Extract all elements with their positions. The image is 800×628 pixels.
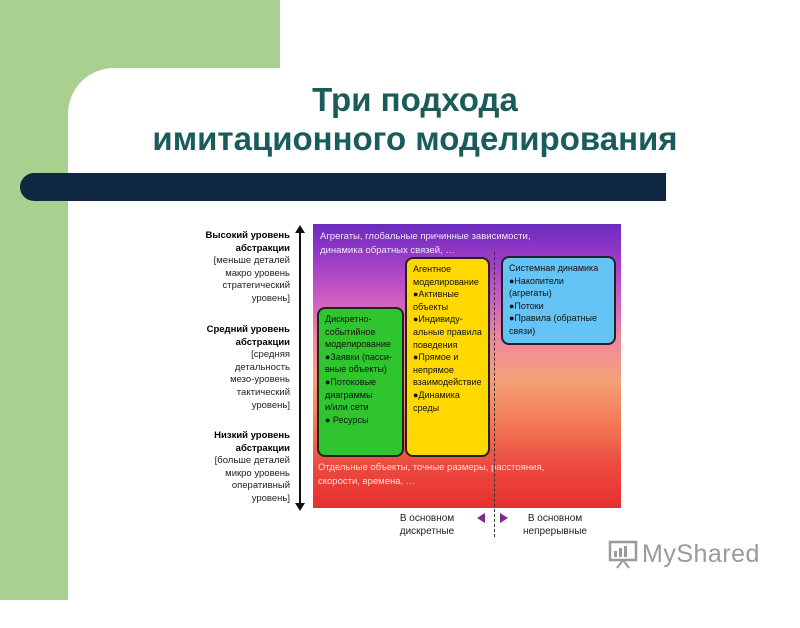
title-divider-bar (20, 173, 666, 201)
logo-text: MyShared (642, 539, 760, 568)
level-low-label: Низкий уровень абстракции [больше деталей микро уровень оперативный уровень] (214, 430, 290, 504)
discrete-continuous-divider (494, 252, 495, 537)
high-abstraction-description: Агрегаты, глобальные причинные зависимости, динамика обратных связей, … (320, 231, 531, 256)
title-line-2: имитационного моделирования (152, 120, 678, 157)
system-dynamics-box: Системная динамика ●Накопители (агрегаты) ●Потоки ●Правила (обратные связи) (501, 256, 616, 345)
level-high-label: Высокий уровень абстракции [меньше деталей макро уровень стратегический уровень] (205, 230, 290, 304)
arrow-right-icon (500, 513, 508, 523)
arrow-left-icon (477, 513, 485, 523)
myshared-logo (608, 537, 760, 571)
discrete-event-box: Дискретно- событийное моделирование ●Заявки (пасси- вные объекты) ●Потоковые диаграммы и/или сети ● Ресурсы (317, 307, 404, 457)
low-abstraction-description: Отдельные объекты, точные размеры, расстояния, скорости, времена, … (318, 462, 545, 487)
slide-title (0, 80, 800, 158)
presentation-board-icon (608, 539, 638, 569)
abstraction-axis-arrow (298, 225, 302, 511)
title-line-1: Три подхода (312, 81, 518, 118)
level-mid-label: Средний уровень абстракции [средняя детальность мезо-уровень тактический уровень] (206, 324, 290, 411)
agent-based-box: Агентное моделирование ●Активные объекты ●Индивиду- альные правила поведения ●Прямое и непрямое взаимодействие ●Динамика среды (405, 257, 490, 457)
decor-green-strip (0, 175, 68, 600)
discrete-axis-label: В основном дискретные (399, 513, 455, 537)
continuous-axis-label: В основном непрерывные (523, 513, 587, 537)
